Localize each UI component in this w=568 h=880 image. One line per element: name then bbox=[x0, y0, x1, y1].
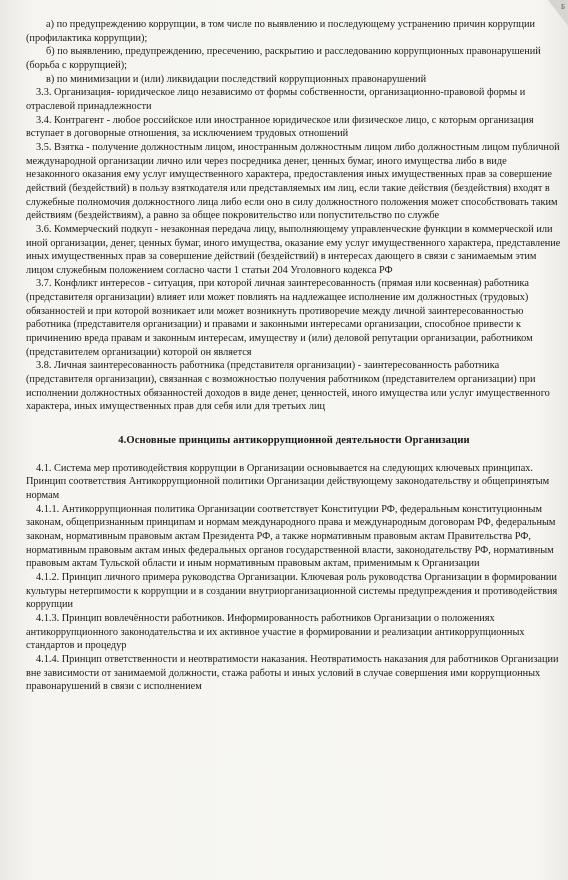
clause-4-1: 4.1. Система мер противодействия коррупции в Организации основывается на следующих ключевых принципах. Принцип соответствия Антикоррупционной политики Организации действующему законодательству и общепринятым нормам bbox=[26, 462, 550, 501]
clause-3-3: 3.3. Организация- юридическое лицо независимо от формы собственности, организационно-правовой формы и отраслевой принадлежности bbox=[26, 87, 526, 112]
definition-v: в) по минимизации и (или) ликвидации последствий коррупционных правонарушений bbox=[46, 73, 427, 85]
definition-b: б) по выявлению, предупреждению, пресечению, раскрытию и расследованию коррупционных правонарушений (борьба с коррупцией); bbox=[26, 46, 541, 71]
spacer bbox=[26, 414, 562, 434]
clause-4-1-1: 4.1.1. Антикоррупционная политика Организации соответствует Конституции РФ, федеральным конституционным законам, общепризнанным принципам и нормам международного права и международным договорам РФ, федеральным законам, нормативным правовым актам Президента РФ, а также нормативным правовым актам Правительства РФ, нормативным правовым актам иных федеральных органов государственной власти, законодательству РФ, нормативным правовым актам Тульской области и иным нормативным правовым актам, применимым к Организации bbox=[26, 503, 556, 570]
document-body bbox=[26, 18, 562, 694]
clause-4-1-2: 4.1.2. Принцип личного примера руководства Организации. Ключевая роль руководства Организации в формировании культуры нетерпимости к коррупции и в создании внутриорганизационной системы предупреждения и противодействия коррупции bbox=[26, 571, 558, 611]
clause-3-7: 3.7. Конфликт интересов - ситуация, при которой личная заинтересованность (прямая или косвенная) работника (представителя организации) влияет или может повлиять на надлежащее исполнение им должностных (трудовых) обязанностей и при которой возникает или может возникнуть противоречие между личной заинтересованностью работника (представителя организации) и правами и законными интересами организации, способное привести к причинению вреда правам и законным интересам, имуществу и (или) деловой репутации организации, работником (представителем организации) которой он является bbox=[26, 278, 533, 358]
clause-4-1-4: 4.1.4. Принцип ответственности и неотвратимости наказания. Неотвратимость наказания для работников Организации вне зависимости от занимаемой должности, стажа работы и иных условий в случае совершения ими коррупционных правонарушений в связи с исполнением bbox=[26, 653, 559, 693]
corner-mark: Б bbox=[560, 3, 565, 11]
spacer bbox=[26, 448, 562, 462]
clause-3-6: 3.6. Коммерческий подкуп - незаконная передача лицу, выполняющему управленческие функции в коммерческой или иной организации, денег, ценных бумаг, иного имущества, оказание ему услуг имущественного характера, представление иных имущественных прав за совершение действий (бездействий) в интересах дающего в связи с занимаемым этим лицом служебным положением согласно части 1 статьи 204 Уголовного кодекса РФ bbox=[26, 223, 561, 276]
clause-4-1-3: 4.1.3. Принцип вовлечённости работников. Информированность работников Организации о положениях антикоррупционного законодательства и их активное участие в формировании и реализации антикоррупционных стандартов и процедур bbox=[26, 612, 525, 652]
section-heading: 4.Основные принципы антикоррупционной деятельности Организации bbox=[118, 435, 470, 447]
definition-a: а) по предупреждению коррупции, в том числе по выявлению и последующему устранению причин коррупции (профилактика коррупции); bbox=[26, 19, 536, 44]
clause-3-8: 3.8. Личная заинтересованность работника (представителя организации) - заинтересованность работника (представителя организации), связанная с возможностью получения работником (представителем организации) при исполнении должностных обязанностей доходов в виде денег, ценностей, иного имущества или услуг имущественного характера, иных имущественных прав для себя или для третьих лиц bbox=[26, 360, 550, 413]
clause-3-5: 3.5. Взятка - получение должностным лицом, иностранным должностным лицом либо должностным лицом публичной международной организации лично или через посредника денег, ценных бумаг, иного имущества либо в виде незаконного оказания ему услуг имущественного характера, предоставления иных имущественных прав за совершение действий (бездействий) в пользу взяткодателя или представляемых им лиц, если такие действия (бездействия) входят в служебные полномочия должностного лица либо если оно в силу должностного положения может способствовать таким действиям (бездействиям), а равно за общее покровительство или попустительство по службе bbox=[26, 141, 560, 222]
clause-3-4: 3.4. Контрагент - любое российское или иностранное юридическое или физическое лицо, с которым организация вступает в договорные отношения, за исключением трудовых отношений bbox=[26, 114, 534, 140]
